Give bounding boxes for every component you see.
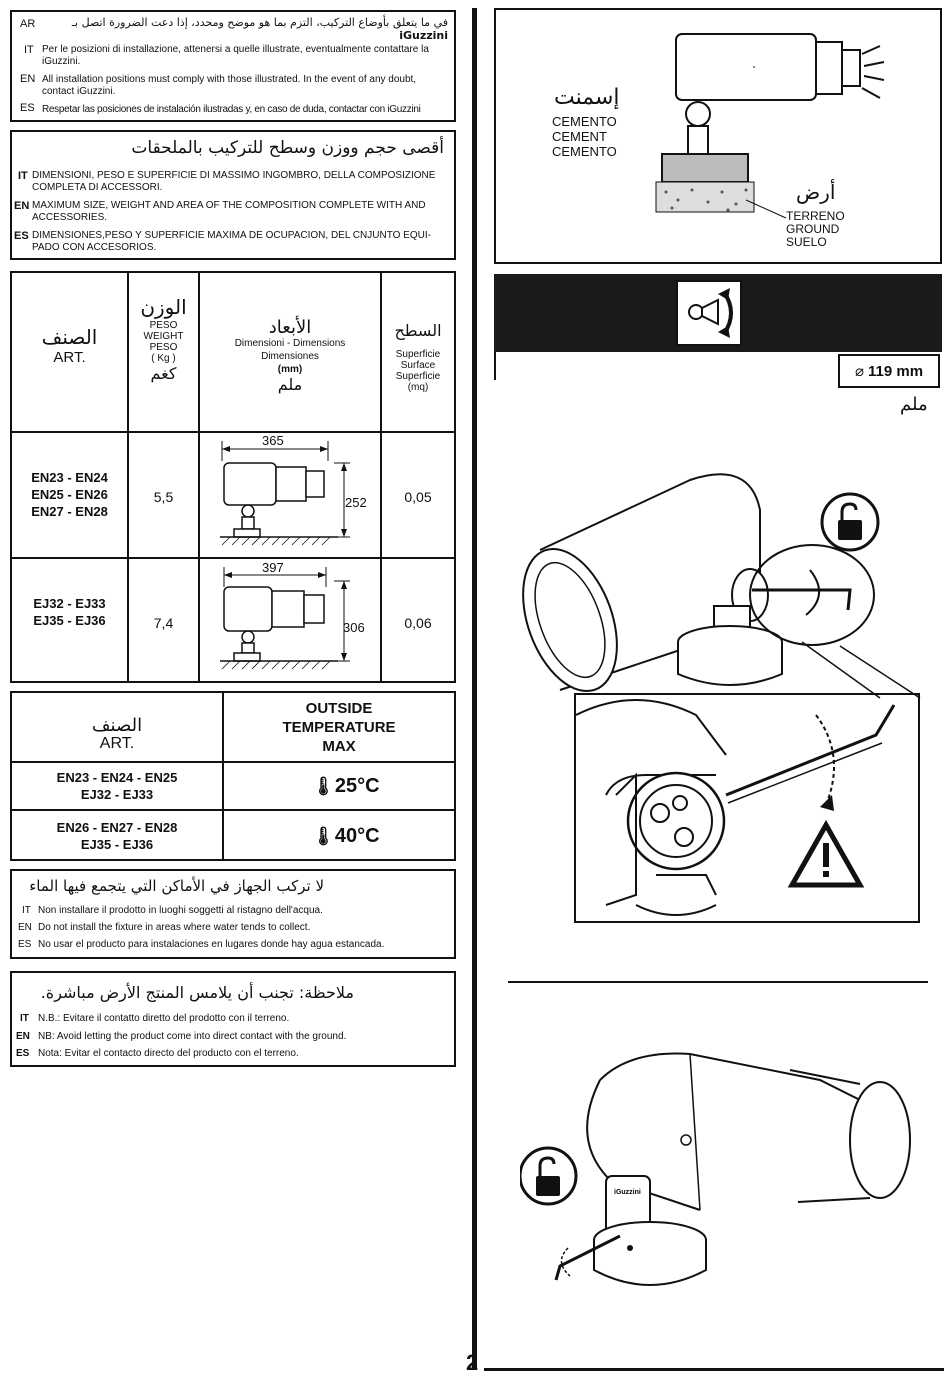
it-text: Non installare il prodotto in luoghi soggetti al ristagno dell'acqua. [38, 905, 323, 916]
cement-labels [552, 114, 617, 159]
temp-row2-value [312, 825, 380, 848]
weight-it: PESO [149, 320, 178, 331]
column-divider [472, 8, 477, 1370]
adjust-left-rule [494, 352, 496, 380]
lang-code-it: IT [22, 905, 31, 916]
cement-en: CEMENT [552, 129, 607, 144]
section-divider [508, 981, 928, 983]
art-ar: الصنف [41, 325, 98, 349]
art-ar: الصنف [91, 715, 143, 735]
water-notice [10, 869, 456, 959]
brand-name: iGuzzini [399, 29, 448, 42]
row1-dimension-drawing [200, 433, 378, 555]
es-text: DIMENSIONES,PESO Y SUPERFICIE MAXIMA DE OCUPACION, DEL CNJUNTO EQUI-PADO CON ACCESORIOS. [32, 230, 431, 253]
thermometer-icon: 🌡 [312, 826, 335, 846]
lang-code-es: ES [20, 102, 35, 114]
lang-code-ar: AR [20, 18, 36, 30]
row2-weight: 7,4 [153, 615, 174, 631]
art-code: EJ35 - EJ36 [80, 837, 154, 852]
cement-ar: إسمنت [554, 84, 620, 109]
arabic-heading: ملاحظة: تجنب أن يلامس المنتج الأرض مباشرة. [40, 983, 354, 1002]
install-position-notice [10, 10, 456, 122]
temp-row1-art [12, 769, 222, 803]
arabic-heading: لا تركب الجهاز في الأماكن التي يتجمع فيها الماء [29, 877, 324, 895]
it-text: N.B.: Evitare il contatto diretto del prodotto con il terreno. [38, 1013, 290, 1024]
lang-code-it: IT [20, 1013, 29, 1024]
row2-width: 397 [262, 560, 284, 575]
head-line: TEMPERATURE [282, 719, 396, 736]
weight-unit-ar: كغم [150, 366, 177, 383]
thermometer-icon: 🌡 [312, 776, 335, 796]
row1-weight: 5,5 [153, 489, 174, 505]
row-line [12, 809, 454, 811]
es-text: No usar el producto para instalaciones en lugares donde hay agua estancada. [38, 939, 385, 950]
diameter-icon: ⌀ [854, 363, 864, 380]
art-code: EN26 - EN27 - EN28 [56, 820, 178, 835]
en-text: All installation positions must comply with those illustrated. In the event of any doubt, contact iGuzzini. [42, 74, 417, 97]
ground-notice [10, 971, 456, 1067]
row2-area: 0,06 [404, 615, 432, 631]
art-code: EJ35 - EJ36 [33, 613, 106, 628]
unlocked-fixture-drawing [520, 1040, 940, 1320]
detail-adjust-drawing [576, 695, 918, 921]
arabic-heading: أقصى حجم ووزن وسطح للتركيب بالملحقات [131, 138, 444, 158]
rotate-fixture-icon [676, 280, 742, 346]
art-code: EN25 - EN26 [31, 487, 108, 502]
spec-table [10, 271, 456, 683]
temp-value: 40°C [334, 825, 380, 847]
weight-es: PESO [149, 342, 178, 353]
es-text: Respetar las posiciones de instalación ilustradas y, en caso de duda, contactar con iGuzzini [42, 104, 421, 115]
temp-value: 25°C [334, 775, 380, 797]
row1-area: 0,05 [404, 489, 432, 505]
row1-height: 252 [345, 495, 367, 510]
art-header [12, 715, 222, 753]
lang-code-en: EN [14, 200, 30, 212]
surf-ar: السطح [394, 323, 442, 340]
dims-header [200, 317, 380, 395]
diameter-unit-ar: ملم [900, 394, 928, 414]
temp-row2-art [12, 819, 222, 853]
row1-art [12, 469, 127, 520]
it-text: DIMENSIONI, PESO E SUPERFICIE DI MASSIMO INGOMBRO, DELLA COMPOSIZIONE COMPLETA DI ACCESSORI. [32, 170, 436, 193]
weight-ar: الوزن [140, 297, 187, 319]
weight-header [129, 295, 198, 384]
row-line [12, 761, 454, 763]
lang-code-es: ES [18, 939, 32, 950]
row2-height: 306 [343, 620, 365, 635]
installation-figure [494, 8, 942, 264]
row1-width: 365 [262, 433, 284, 448]
art-code: EN23 - EN24 [31, 470, 108, 485]
surface-header [382, 321, 454, 393]
lang-code-en: EN [16, 1031, 30, 1042]
lang-code-it: IT [18, 170, 28, 182]
surf-en: Surface [400, 360, 436, 371]
lang-code-en: EN [20, 73, 36, 85]
it-text: Per le posizioni di installazione, attenersi a quelle illustrate, eventualmente contattare la iGuzzini. [42, 44, 429, 67]
ground-it: TERRENO [786, 209, 845, 223]
lang-code-es: ES [14, 230, 29, 242]
lang-code-es: ES [16, 1048, 30, 1059]
weight-en: WEIGHT [143, 331, 184, 342]
arabic-text: في ما يتعلق بأوضاع التركيب، التزم بما هو موضح ومحدد، إذا دعت الضرورة اتصل بـ [71, 16, 448, 29]
head-line: MAX [322, 738, 356, 755]
brand-plate: iGuzzini [614, 1189, 641, 1196]
cement-es: CEMENTO [552, 144, 617, 159]
art-code: EN23 - EN24 - EN25 [56, 770, 178, 785]
weight-unit: ( Kg ) [151, 353, 176, 364]
ground-es: SUELO [786, 235, 827, 249]
page-number: 2 [466, 1350, 479, 1375]
en-text: Do not install the fixture in areas where water tends to collect. [38, 922, 311, 933]
es-text: Nota: Evitar el contacto directo del producto con el terreno. [38, 1048, 299, 1059]
dims-label: Dimensioni - Dimensions [234, 338, 346, 349]
lang-code-it: IT [24, 44, 34, 56]
row2-art [12, 595, 127, 629]
en-text: NB: Avoid letting the product come into direct contact with the ground. [38, 1031, 347, 1042]
art-label: ART. [99, 735, 135, 752]
dimensions-notice [10, 130, 456, 260]
bottom-rule [484, 1368, 944, 1371]
temperature-table [10, 691, 456, 861]
diameter-box [838, 354, 940, 388]
art-code: EJ32 - EJ33 [80, 787, 154, 802]
row2-dimension-drawing [200, 559, 378, 679]
arabic-line [48, 16, 448, 42]
surf-es: Superficie [395, 371, 441, 382]
art-code: EJ32 - EJ33 [33, 596, 106, 611]
diameter-value: 119 mm [867, 362, 924, 380]
dims-unit: (mm) [277, 364, 303, 375]
cement-it: CEMENTO [552, 114, 617, 129]
en-text: MAXIMUM SIZE, WEIGHT AND AREA OF THE COMPOSITION COMPLETE WITH AND ACCESSORIES. [32, 200, 426, 223]
art-code: EN27 - EN28 [31, 504, 108, 519]
ground-ar: أرض [796, 182, 836, 204]
art-label: ART. [53, 349, 86, 366]
head-line: OUTSIDE [305, 700, 373, 717]
temp-header [224, 699, 454, 756]
surf-it: Superficie [395, 349, 441, 360]
detail-zoom-box [574, 693, 920, 923]
art-header [12, 325, 127, 366]
ground-en: GROUND [786, 222, 840, 236]
lang-code-en: EN [18, 922, 32, 933]
dims-unit-ar: ملم [277, 377, 303, 394]
temp-row1-value [312, 775, 380, 798]
dims-ar: الأبعاد [268, 317, 312, 337]
ground-labels [786, 210, 845, 249]
surf-unit: (mq) [407, 382, 429, 393]
dims-label-es: Dimensiones [261, 351, 319, 362]
